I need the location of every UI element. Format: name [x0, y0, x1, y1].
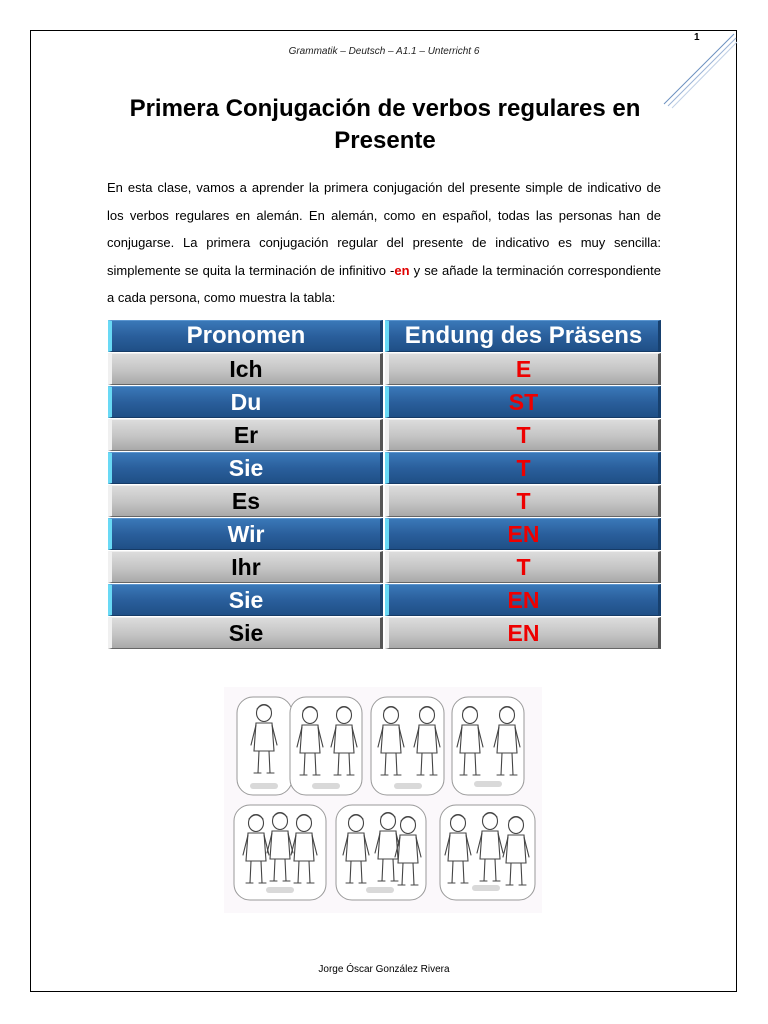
header-pronomen: Pronomen: [108, 320, 383, 352]
pronoun-illustration: [224, 687, 542, 913]
intro-highlight: en: [394, 262, 410, 278]
table-row: [108, 452, 661, 484]
ending-cell: T: [385, 452, 661, 484]
pronoun-cell: Sie: [108, 452, 383, 484]
header-endung: Endung des Präsens: [385, 320, 661, 352]
pronoun-cell: Sie: [108, 617, 383, 649]
ending-cell: T: [385, 485, 661, 517]
table-row: [108, 386, 661, 418]
table-row: [108, 584, 661, 616]
pronoun-cell: Ihr: [108, 551, 383, 583]
conjugation-table: [108, 320, 661, 650]
ending-cell: ST: [385, 386, 661, 418]
pronoun-cell: Ich: [108, 353, 383, 385]
pronoun-cell: Es: [108, 485, 383, 517]
page-header: Grammatik – Deutsch – A1.1 – Unterricht 6: [288, 46, 480, 57]
pronoun-cell: Er: [108, 419, 383, 451]
intro-text: En esta clase, vamos a aprender la primera conjugación del presente simple de indicativo de los verbos regulares en alemán. En alemán, como en español, todas las personas han de conjugarse. La primera conjugación regular del presente de indicativo es muy sencilla: simplemente se quita la terminación de infinitivo -: [107, 180, 661, 278]
ending-cell: EN: [385, 584, 661, 616]
ending-cell: T: [385, 551, 661, 583]
ending-cell: T: [385, 419, 661, 451]
ending-cell: EN: [385, 617, 661, 649]
page-title: Primera Conjugación de verbos regulares en Presente: [129, 95, 641, 154]
table-row: [108, 419, 661, 451]
ending-cell: E: [385, 353, 661, 385]
intro-text-end: y se añade la terminación correspondiente a cada persona, como muestra la tabla:: [107, 262, 662, 305]
table-row: [108, 518, 661, 550]
pronoun-cell: Wir: [108, 518, 383, 550]
page-number: 1: [694, 32, 700, 43]
table-row: [108, 353, 661, 385]
pronoun-cell: Du: [108, 386, 383, 418]
table-row: [108, 485, 661, 517]
table-row: [108, 617, 661, 649]
page-footer: Jorge Óscar González Rivera: [318, 964, 450, 975]
table-row: [108, 551, 661, 583]
pronoun-cell: Sie: [108, 584, 383, 616]
ending-cell: EN: [385, 518, 661, 550]
intro-paragraph: [107, 174, 661, 312]
table-header-row: [108, 320, 661, 352]
